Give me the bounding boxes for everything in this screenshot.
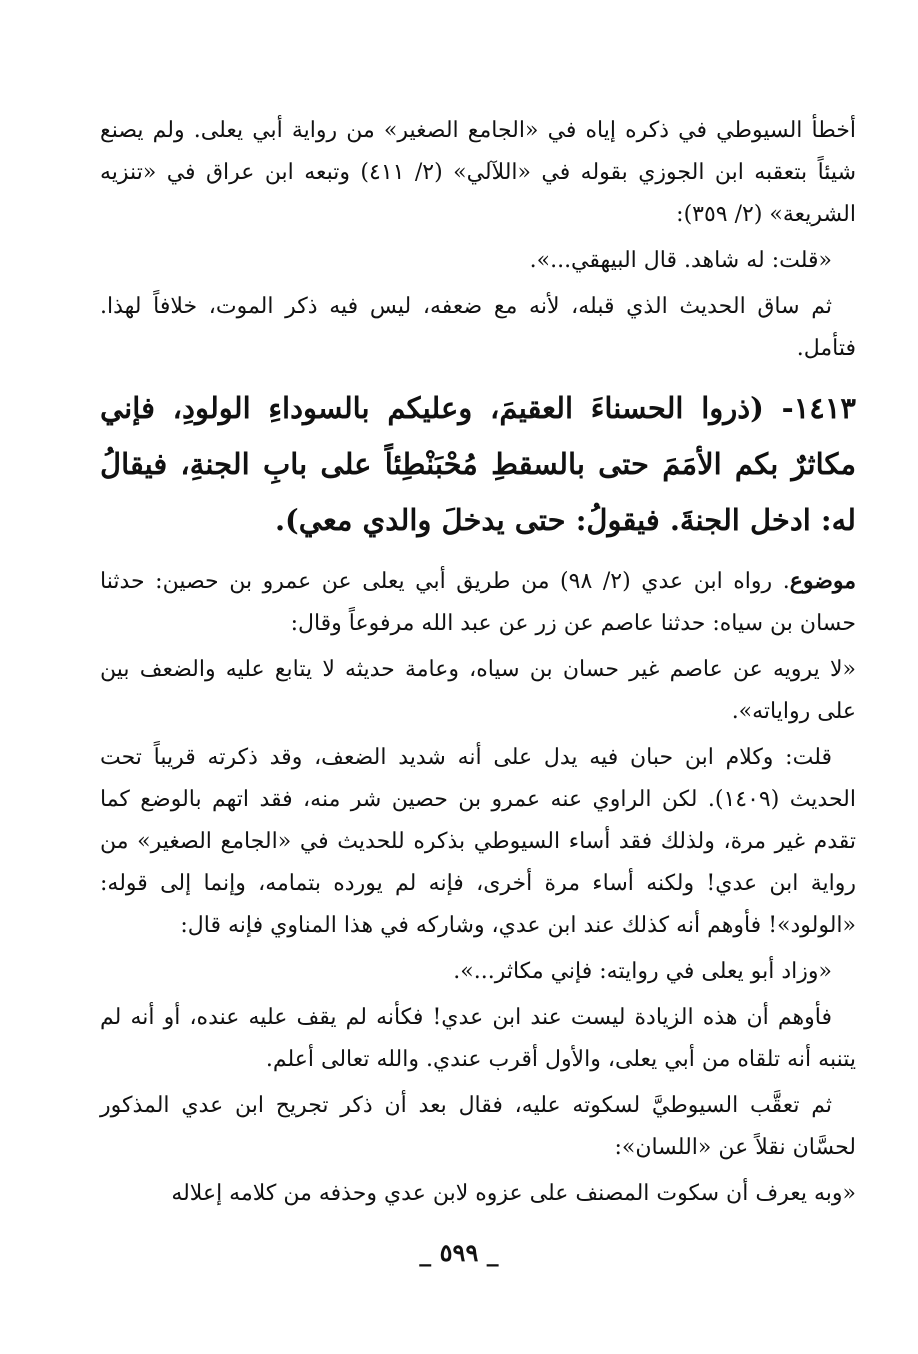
paragraph-previous-hadith: ثم ساق الحديث الذي قبله، لأنه مع ضعفه، ليس فيه ذكر الموت، خلافاً لهذا. فتأمل. [100,294,856,361]
paragraph-final-quote: «وبه يعرف أن سكوت المصنف على عزوه لابن عدي وحذفه من كلامه إعلاله [171,1181,856,1206]
hadith-text: ١٤١٣- (ذروا الحسناءَ العقيمَ، وعليكم بالسوداءِ الولودِ، فإني مكاثرٌ بكم الأمَمَ حتى بالسقطِ مُحْبَنْطِئاً على بابِ الجنةِ، فيقالُ له: ادخل الجنةَ. فيقولُ: حتى يدخلَ والدي معي). [100,391,856,537]
page-number: _ ٥٩٩ _ [419,1238,499,1267]
paragraph-sayuti-error: أخطأ السيوطي في ذكره إياه في «الجامع الصغير» من رواية أبي يعلى. ولم يصنع شيئاً بتعقبه ابن الجوزي بقوله في «اللآلي» (٢/ ٤١١) وتبعه ابن عراق في «تنزيه الشريعة» (٢/ ٣٥٩): [100,118,857,227]
paragraph-bayhaqi-quote: «قلت: له شاهد. قال البيهقي...». [529,248,832,273]
paragraph-ibn-adi-quote: «لا يرويه عن عاصم غير حسان بن سياه، وعامة حديثه لا يتابع عليه والضعف بين على رواياته». [100,657,857,724]
hadith-grade: موضوع [789,568,857,594]
paragraph-takhrij [100,560,856,645]
paragraph-commentary: قلت: وكلام ابن حبان فيه يدل على أنه شديد الضعف، وقد ذكرته قريباً تحت الحديث (١٤٠٩). لكن الراوي عنه عمرو بن حصين شر منه، فقد اتهم بالوضع كما تقدم غير مرة، ولذلك فقد أساء السيوطي بذكره للحديث في «الجامع الصغير» من رواية ابن عدي! ولكنه أساء مرة أخرى، فإنه لم يورده بتمامه، وإنما إلى قوله: «الولود»! فأوهم أنه كذلك عند ابن عدي، وشاركه في هذا المناوي فإنه قال: [100,745,856,938]
page-body [100,110,856,1219]
paragraph-munawi: فأوهم أن هذه الزيادة ليست عند ابن عدي! فكأنه لم يقف عليه عنده، أو أنه لم يتنبه أنه تلقاه من أبي يعلى، والأول أقرب عندي. والله تعالى أعلم. [100,1005,856,1072]
takhrij-text: . رواه ابن عدي (٢/ ٩٨) من طريق أبي يعلى عن عمرو بن حصين: حدثنا حسان بن سياه: حدثنا عاصم عن زر عن عبد الله مرفوعاً وقال: [100,569,856,636]
paragraph-critique: ثم تعقَّب السيوطيَّ لسكوته عليه، فقال بعد أن ذكر تجريح ابن عدي المذكور لحسَّان نقلاً عن «اللسان»: [100,1093,856,1160]
paragraph-abu-yala-quote: «وزاد أبو يعلى في روايته: فإني مكاثر...». [453,959,832,984]
